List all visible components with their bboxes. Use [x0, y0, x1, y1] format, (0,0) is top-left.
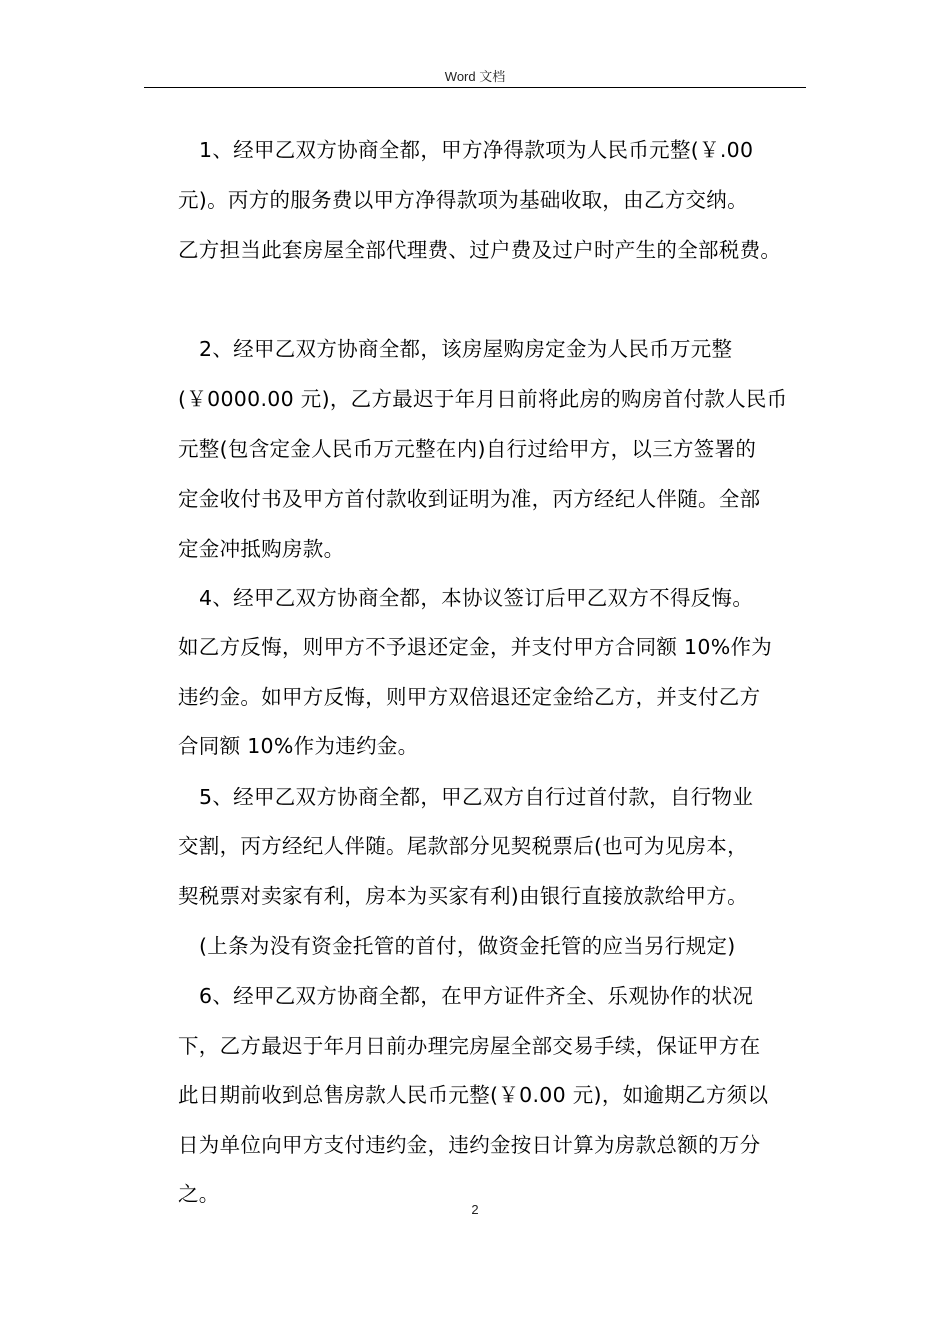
- page-number: 2: [471, 1202, 479, 1217]
- paragraph-2-line-3: 元整(包含定金人民币万元整在内)自行过给甲方，以三方签署的: [178, 437, 757, 461]
- paragraph-3-line-3: 违约金。如甲方反悔，则甲方双倍退还定金给乙方，并支付乙方: [178, 685, 761, 709]
- paragraph-4-line-2: 交割，丙方经纪人伴随。尾款部分见契税票后(也可为见房本，: [178, 834, 748, 858]
- paragraph-3-line-2: 如乙方反悔，则甲方不予退还定金，并支付甲方合同额 10%作为: [178, 635, 773, 659]
- paragraph-2-line-2: (￥0000.00 元)，乙方最迟于年月日前将此房的购房首付款人民币: [178, 387, 788, 411]
- paragraph-1-line-2: 元)。丙方的服务费以甲方净得款项为基础收取，由乙方交纳。: [178, 188, 748, 212]
- paragraph-4-line-3: 契税票对卖家有利，房本为买家有利)由银行直接放款给甲方。: [178, 884, 748, 908]
- paragraph-2-line-5: 定金冲抵购房款。: [178, 537, 345, 561]
- paragraph-6-line-2: 下，乙方最迟于年月日前办理完房屋全部交易手续，保证甲方在: [178, 1034, 761, 1058]
- paragraph-6-line-3: 此日期前收到总售房款人民币元整(￥0.00 元)，如逾期乙方须以: [178, 1083, 769, 1107]
- paragraph-1-line-3: 乙方担当此套房屋全部代理费、过户费及过户时产生的全部税费。: [178, 238, 782, 262]
- paragraph-6-line-1: 6、经甲乙双方协商全都，在甲方证件齐全、乐观协作的状况: [199, 984, 754, 1008]
- paragraph-4-line-1: 5、经甲乙双方协商全都，甲乙双方自行过首付款，自行物业: [199, 785, 754, 809]
- paragraph-1-line-1: 1、经甲乙双方协商全都，甲方净得款项为人民币元整(￥.00: [199, 138, 754, 162]
- paragraph-5-line-1: (上条为没有资金托管的首付，做资金托管的应当另行规定): [199, 934, 736, 958]
- page-header: Word 文档: [444, 69, 506, 84]
- paragraph-6-line-4: 日为单位向甲方支付违约金，违约金按日计算为房款总额的万分: [178, 1133, 761, 1157]
- paragraph-6-line-5: 之。: [178, 1182, 220, 1206]
- paragraph-2-line-4: 定金收付书及甲方首付款收到证明为准，丙方经纪人伴随。全部: [178, 487, 761, 511]
- paragraph-3-line-1: 4、经甲乙双方协商全都，本协议签订后甲乙双方不得反悔。: [199, 586, 754, 610]
- paragraph-2-line-1: 2、经甲乙双方协商全都，该房屋购房定金为人民币万元整: [199, 337, 733, 361]
- header-divider: [144, 87, 806, 88]
- paragraph-3-line-4: 合同额 10%作为违约金。: [178, 734, 419, 758]
